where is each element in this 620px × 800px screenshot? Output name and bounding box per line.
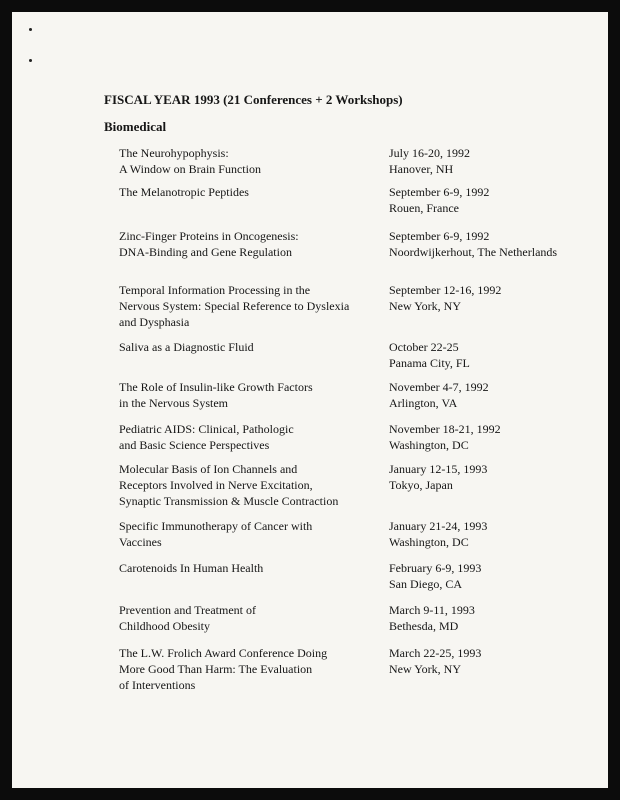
conference-location: Hanover, NH — [389, 162, 454, 176]
conference-location: San Diego, CA — [389, 577, 462, 591]
punch-mark — [29, 28, 32, 31]
conference-date: January 12-15, 1993 — [389, 462, 488, 476]
conference-title: Prevention and Treatment of Childhood Obesity — [119, 603, 256, 633]
page-heading: FISCAL YEAR 1993 (21 Conferences + 2 Workshops) — [104, 92, 403, 107]
conference-title: Temporal Information Processing in the Nervous System: Special Reference to Dyslexia and Dysphasia — [119, 283, 350, 329]
document-page — [12, 12, 608, 788]
conference-location: Tokyo, Japan — [389, 478, 453, 492]
conference-title: Zinc-Finger Proteins in Oncogenesis: DNA-Binding and Gene Regulation — [119, 229, 299, 259]
conference-date: November 4-7, 1992 — [389, 380, 489, 394]
section-title: Biomedical — [104, 119, 167, 134]
conference-date: March 22-25, 1993 — [389, 646, 482, 660]
conference-location: Arlington, VA — [389, 396, 458, 410]
conference-location: Noordwijkerhout, The Netherlands — [389, 245, 558, 259]
conference-title: The Neurohypophysis: A Window on Brain Function — [119, 146, 261, 176]
conference-title: Specific Immunotherapy of Cancer with Vaccines — [119, 519, 313, 549]
conference-date: July 16-20, 1992 — [389, 146, 470, 160]
conference-date: February 6-9, 1993 — [389, 561, 482, 575]
conference-title: The Melanotropic Peptides — [119, 185, 249, 199]
conference-date: January 21-24, 1993 — [389, 519, 488, 533]
conference-date: November 18-21, 1992 — [389, 422, 501, 436]
conference-location: Rouen, France — [389, 201, 459, 215]
conference-date: October 22-25 — [389, 340, 459, 354]
conference-date: March 9-11, 1993 — [389, 603, 475, 617]
conference-title: The L.W. Frolich Award Conference Doing More Good Than Harm: The Evaluation of Interventions — [119, 646, 328, 692]
punch-mark — [29, 59, 32, 62]
conference-location: Bethesda, MD — [389, 619, 459, 633]
conference-title: The Role of Insulin-like Growth Factors in the Nervous System — [119, 380, 313, 410]
conference-title: Carotenoids In Human Health — [119, 561, 264, 575]
conference-date: September 6-9, 1992 — [389, 185, 490, 199]
conference-location: Washington, DC — [389, 535, 469, 549]
conference-location: Panama City, FL — [389, 356, 470, 370]
conference-title: Pediatric AIDS: Clinical, Pathologic and Basic Science Perspectives — [119, 422, 294, 452]
conference-location: New York, NY — [389, 662, 462, 676]
conference-location: New York, NY — [389, 299, 462, 313]
conference-date: September 6-9, 1992 — [389, 229, 490, 243]
conference-location: Washington, DC — [389, 438, 469, 452]
conference-title: Molecular Basis of Ion Channels and Receptors Involved in Nerve Excitation, Synaptic Transmission & Muscle Contraction — [119, 462, 339, 508]
conference-date: September 12-16, 1992 — [389, 283, 502, 297]
conference-title: Saliva as a Diagnostic Fluid — [119, 340, 254, 354]
